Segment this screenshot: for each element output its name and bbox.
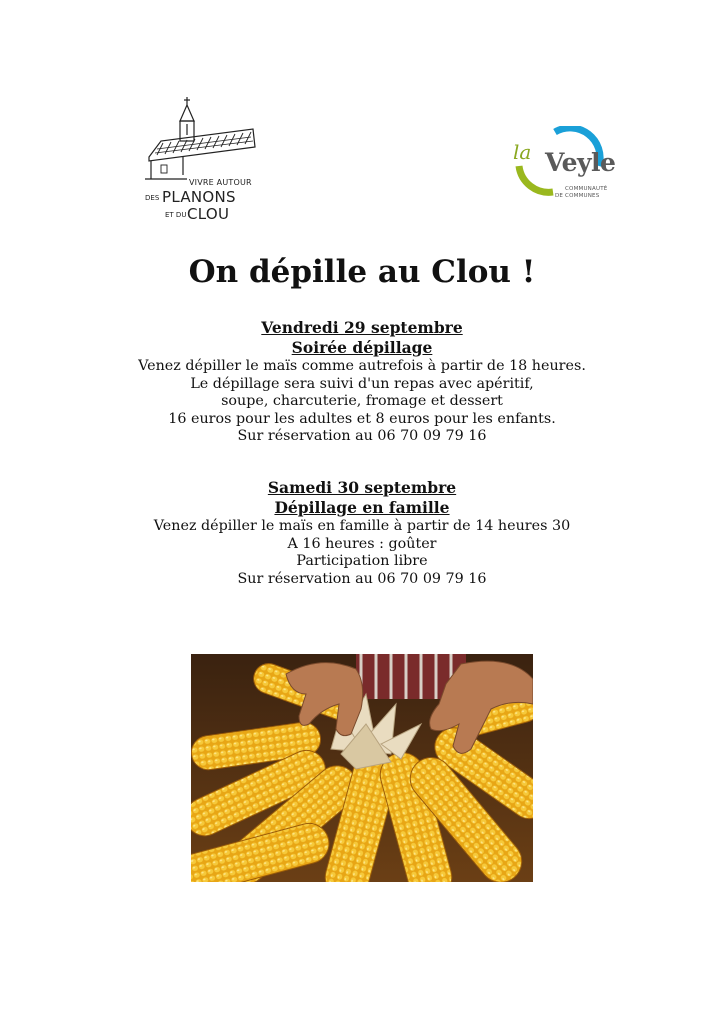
event-price-line: 16 euros pour les adultes et 8 euros pour les enfants. [168, 410, 556, 427]
event-detail-line: Venez dépiller le maïs en famille à partir de 14 heures 30 [153, 518, 571, 534]
event-date: Vendredi 29 septembre [261, 318, 463, 337]
event-detail-line: A 16 heures : goûter [287, 535, 437, 552]
logo-left-des: DES [145, 194, 160, 202]
church-drawing-icon [143, 95, 258, 187]
corn-cobs-illustration [191, 654, 533, 882]
logo-right-veyle: Veyle [545, 148, 616, 177]
logo-right-sub1: COMMUNAUTÉ [565, 186, 608, 192]
logo-right-la: la [513, 140, 532, 164]
event-name: Soirée dépillage [291, 338, 433, 357]
event-friday [0, 318, 724, 446]
logo-left-planons: PLANONS [162, 188, 236, 206]
event-detail-line: Participation libre [296, 553, 428, 569]
event-reservation-line: Sur réservation au 06 70 09 79 16 [237, 428, 487, 444]
logo-right-sub2: DE COMMUNES [555, 193, 600, 199]
event-name: Dépillage en famille [274, 498, 450, 517]
planons-clou-logo [143, 95, 258, 227]
event-reservation-line: Sur réservation au 06 70 09 79 16 [237, 570, 487, 587]
corn-husking-photo [191, 654, 533, 882]
event-saturday [0, 478, 724, 588]
logo-left-etdu: ET DU [165, 211, 187, 219]
logo-left-tagline: VIVRE AUTOUR [189, 178, 252, 187]
event-date: Samedi 30 septembre [267, 478, 457, 497]
event-detail-line: Venez dépiller le maïs comme autrefois à partir de 18 heures. [138, 358, 586, 374]
event-detail-line: Le dépillage sera suivi d'un repas avec apéritif, [190, 375, 534, 392]
logo-left-clou: CLOU [187, 205, 230, 223]
event-detail-line: soupe, charcuterie, fromage et dessert [221, 393, 503, 409]
la-veyle-logo [509, 126, 614, 206]
page-title: On dépille au Clou ! [188, 254, 536, 290]
